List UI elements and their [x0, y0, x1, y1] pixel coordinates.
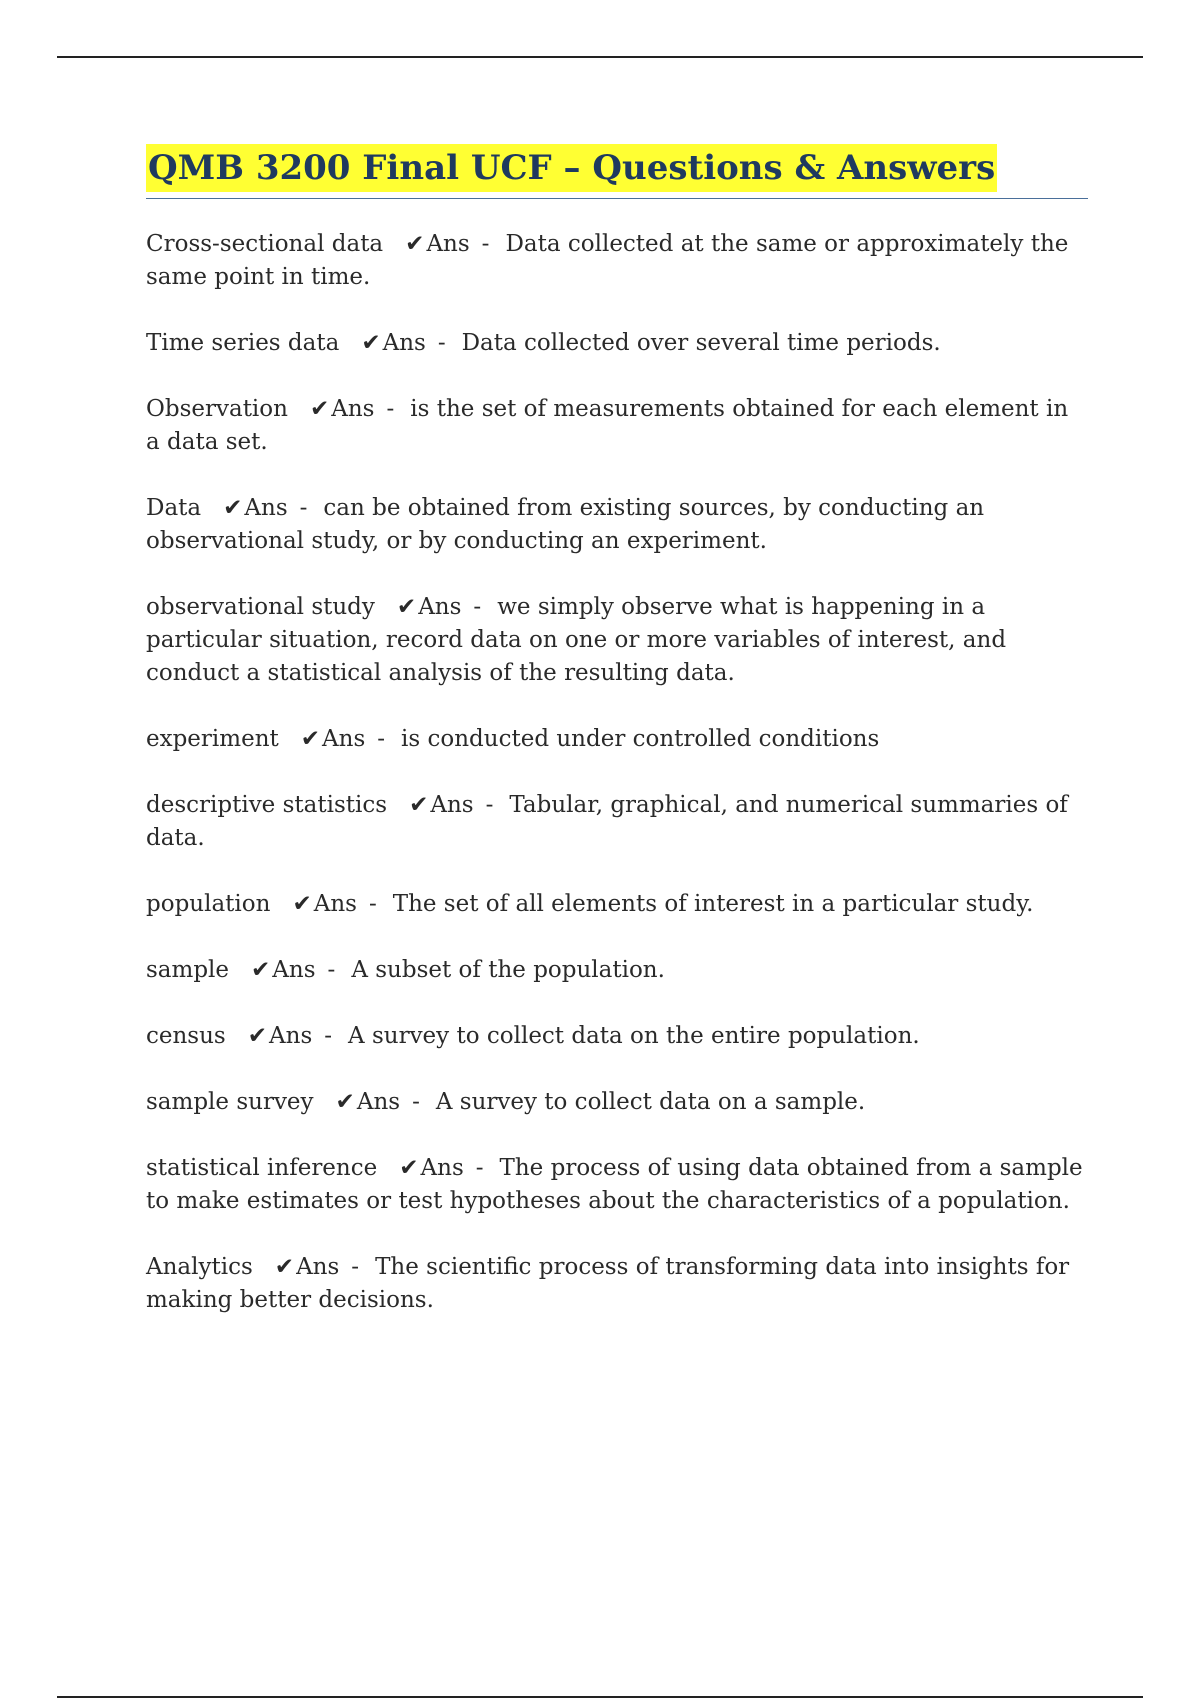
ans-label: Ans [426, 231, 470, 257]
qa-answer: A survey to collect data on a sample. [435, 1089, 866, 1115]
checkmark-icon: ✔ [409, 792, 429, 818]
qa-item [146, 888, 1086, 921]
ans-separator: - [368, 891, 377, 917]
ans-separator: - [299, 495, 308, 521]
qa-answer: The scientific process of transforming data into insights for making better decisions. [146, 1254, 1070, 1313]
ans-label: Ans [269, 1023, 313, 1049]
ans-label: Ans [382, 330, 426, 356]
qa-answer: Data collected over several time periods. [461, 330, 941, 356]
qa-item [146, 789, 1086, 855]
ans-label: Ans [313, 891, 357, 917]
qa-term: population [146, 891, 271, 917]
ans-label: Ans [430, 792, 474, 818]
qa-item [146, 1152, 1086, 1218]
ans-label: Ans [244, 495, 288, 521]
qa-term: Time series data [146, 330, 340, 356]
ans-label: Ans [296, 1254, 340, 1280]
checkmark-icon: ✔ [396, 594, 417, 620]
ans-separator: - [437, 330, 446, 356]
checkmark-icon: ✔ [361, 330, 381, 356]
qa-term: Cross-sectional data [146, 231, 384, 257]
ans-separator: - [324, 1023, 333, 1049]
ans-separator: - [475, 1155, 484, 1181]
qa-answer: A survey to collect data on the entire population. [348, 1023, 920, 1049]
qa-item [146, 1020, 1086, 1053]
page-bottom-rule [57, 1696, 1143, 1698]
checkmark-icon: ✔ [309, 396, 330, 422]
qa-answer: we simply observe what is happening in a particular situation, record data on one or more variables of interest, and conduct a statistical analysis of the resulting data. [146, 594, 1007, 686]
qa-answer: Data collected at the same or approximately the same point in time. [146, 231, 1069, 290]
qa-item [146, 228, 1086, 294]
checkmark-icon: ✔ [251, 957, 271, 983]
title-block [146, 144, 1088, 199]
qa-answer: can be obtained from existing sources, by conducting an observational study, or by conducting an experiment. [146, 495, 985, 554]
ans-label: Ans [418, 594, 462, 620]
ans-separator: - [351, 1254, 360, 1280]
ans-separator: - [327, 957, 336, 983]
checkmark-icon: ✔ [292, 891, 312, 917]
qa-answer: Tabular, graphical, and numerical summaries of data. [146, 792, 1068, 851]
checkmark-icon: ✔ [399, 1155, 419, 1181]
qa-term: sample survey [146, 1089, 314, 1115]
checkmark-icon: ✔ [223, 495, 243, 521]
qa-list [146, 228, 1086, 1350]
ans-separator: - [412, 1089, 420, 1115]
checkmark-icon: ✔ [405, 231, 425, 257]
qa-answer: The process of using data obtained from a sample to make estimates or test hypotheses about the characteristics of a population. [146, 1155, 1083, 1214]
checkmark-icon: ✔ [300, 726, 321, 752]
qa-term: census [146, 1023, 226, 1049]
qa-item [146, 954, 1086, 987]
qa-item [146, 1251, 1086, 1317]
qa-term: observational study [146, 594, 375, 620]
ans-separator: - [481, 231, 490, 257]
qa-item [146, 327, 1086, 360]
checkmark-icon: ✔ [274, 1254, 295, 1280]
qa-term: sample [146, 957, 230, 983]
ans-separator: - [386, 396, 395, 422]
qa-term: Data [146, 495, 202, 521]
ans-separator: - [485, 792, 494, 818]
qa-item [146, 393, 1086, 459]
qa-answer: is conducted under controlled conditions [401, 726, 880, 752]
qa-item [146, 1086, 1086, 1119]
ans-label: Ans [272, 957, 316, 983]
ans-label: Ans [356, 1089, 401, 1115]
qa-term: experiment [146, 726, 279, 752]
checkmark-icon: ✔ [335, 1089, 355, 1115]
page-title: QMB 3200 Final UCF – Questions & Answers [146, 144, 997, 192]
ans-separator: - [473, 594, 482, 620]
qa-answer: The set of all elements of interest in a particular study. [392, 891, 1034, 917]
checkmark-icon: ✔ [247, 1023, 268, 1049]
qa-term: statistical inference [146, 1155, 378, 1181]
qa-item [146, 723, 1086, 756]
qa-answer: is the set of measurements obtained for each element in a data set. [146, 396, 1069, 455]
qa-term: Observation [146, 396, 288, 422]
qa-term: Analytics [146, 1254, 253, 1280]
qa-term: descriptive statistics [146, 792, 388, 818]
ans-label: Ans [420, 1155, 464, 1181]
page-top-rule [57, 56, 1143, 58]
qa-answer: A subset of the population. [351, 957, 665, 983]
ans-label: Ans [331, 396, 375, 422]
qa-item [146, 591, 1086, 690]
qa-item [146, 492, 1086, 558]
ans-separator: - [377, 726, 386, 752]
ans-label: Ans [322, 726, 366, 752]
